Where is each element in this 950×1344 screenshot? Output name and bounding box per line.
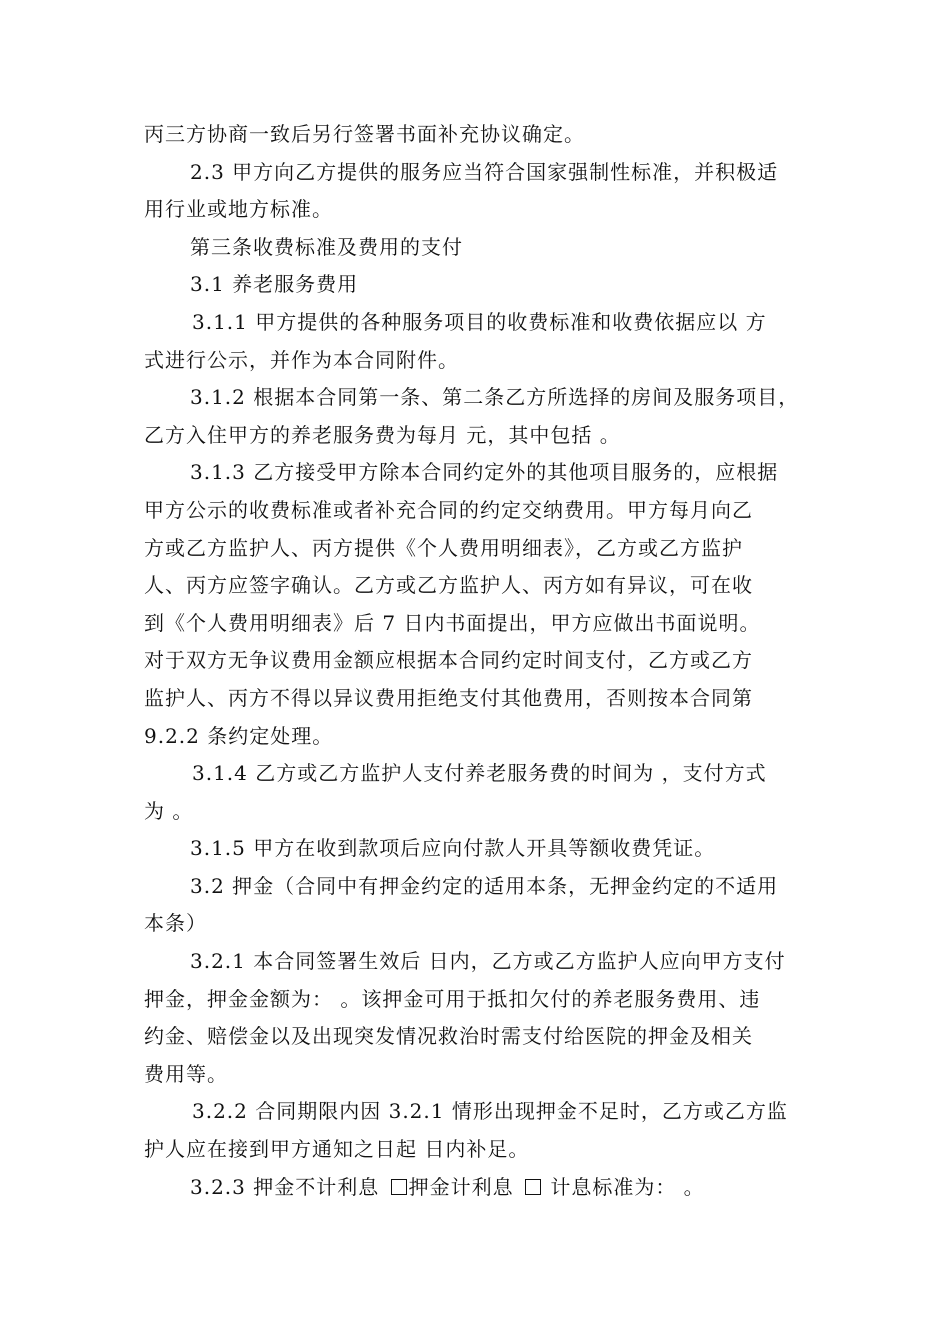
- text-line: 式进行公示，并作为本合同附件。: [144, 347, 459, 372]
- text-line: 费用等。: [144, 1061, 228, 1086]
- text-line: 到《个人费用明细表》后 7 日内书面提出，甲方应做出书面说明。: [144, 610, 761, 635]
- interest-option-line: [144, 1169, 814, 1207]
- text-line: 3.1.2 根据本合同第一条、第二条乙方所选择的房间及服务项目，: [190, 385, 800, 410]
- text-line: 为 。: [144, 798, 194, 823]
- text-line: 3.2.1 本合同签署生效后 日内，乙方或乙方监护人应向甲方支付: [190, 949, 786, 974]
- text-line: 对于双方无争议费用金额应根据本合同约定时间支付，乙方或乙方: [144, 648, 753, 673]
- text-line: 护人应在接到甲方通知之日起 日内补足。: [144, 1137, 530, 1162]
- text-line: 押金，押金金额为： 。该押金可用于抵扣欠付的养老服务费用、违: [144, 986, 761, 1011]
- text-line: 3.1.1 甲方提供的各种服务项目的收费标准和收费依据应以 方: [192, 309, 767, 334]
- text-line: 3.1.4 乙方或乙方监护人支付养老服务费的时间为 ，支付方式: [192, 761, 767, 786]
- text-line: 方或乙方监护人、丙方提供《个人费用明细表》，乙方或乙方监护: [144, 535, 743, 560]
- text-line: 乙方入住甲方的养老服务费为每月 元，其中包括 。: [144, 422, 621, 447]
- text-line: 丙三方协商一致后另行签署书面补充协议确定。: [144, 122, 585, 146]
- text-line: 监护人、丙方不得以异议费用拒绝支付其他费用，否则按本合同第: [144, 685, 753, 710]
- text-line: 约金、赔偿金以及出现突发情况救治时需支付给医院的押金及相关: [144, 1024, 753, 1049]
- subsection-heading: 3.1 养老服务费用: [190, 272, 359, 297]
- section-heading: 第三条收费标准及费用的支付: [190, 234, 463, 259]
- interest-rate-checkbox[interactable]: [525, 1179, 541, 1195]
- text-line: 3.1.5 甲方在收到款项后应向付款人开具等额收费凭证。: [190, 836, 716, 861]
- text-line: 9.2.2 条约定处理。: [144, 723, 334, 748]
- interest-option-text-1: 3.2.3 押金不计利息: [190, 1174, 387, 1199]
- text-line: 人、丙方应签字确认。乙方或乙方监护人、丙方如有异议，可在收: [144, 573, 753, 598]
- text-line: 本条）: [144, 911, 207, 936]
- text-line: 3.2.2 合同期限内因 3.2.1 情形出现押金不足时，乙方或乙方监: [192, 1099, 788, 1124]
- interest-checkbox[interactable]: [391, 1179, 407, 1195]
- interest-option-text-2: 押金计利息: [408, 1174, 521, 1199]
- text-line: 甲方公示的收费标准或者补充合同的约定交纳费用。甲方每月向乙: [144, 497, 753, 522]
- interest-option-text-3: 计息标准为： 。: [542, 1174, 705, 1199]
- document-body: [144, 116, 814, 1206]
- text-line: 用行业或地方标准。: [144, 197, 333, 222]
- text-line: 2.3 甲方向乙方提供的服务应当符合国家强制性标准，并积极适: [190, 159, 779, 184]
- subsection-heading: 3.2 押金（合同中有押金约定的适用本条，无押金约定的不适用: [190, 873, 779, 898]
- text-line: 3.1.3 乙方接受甲方除本合同约定外的其他项目服务的，应根据: [190, 460, 779, 485]
